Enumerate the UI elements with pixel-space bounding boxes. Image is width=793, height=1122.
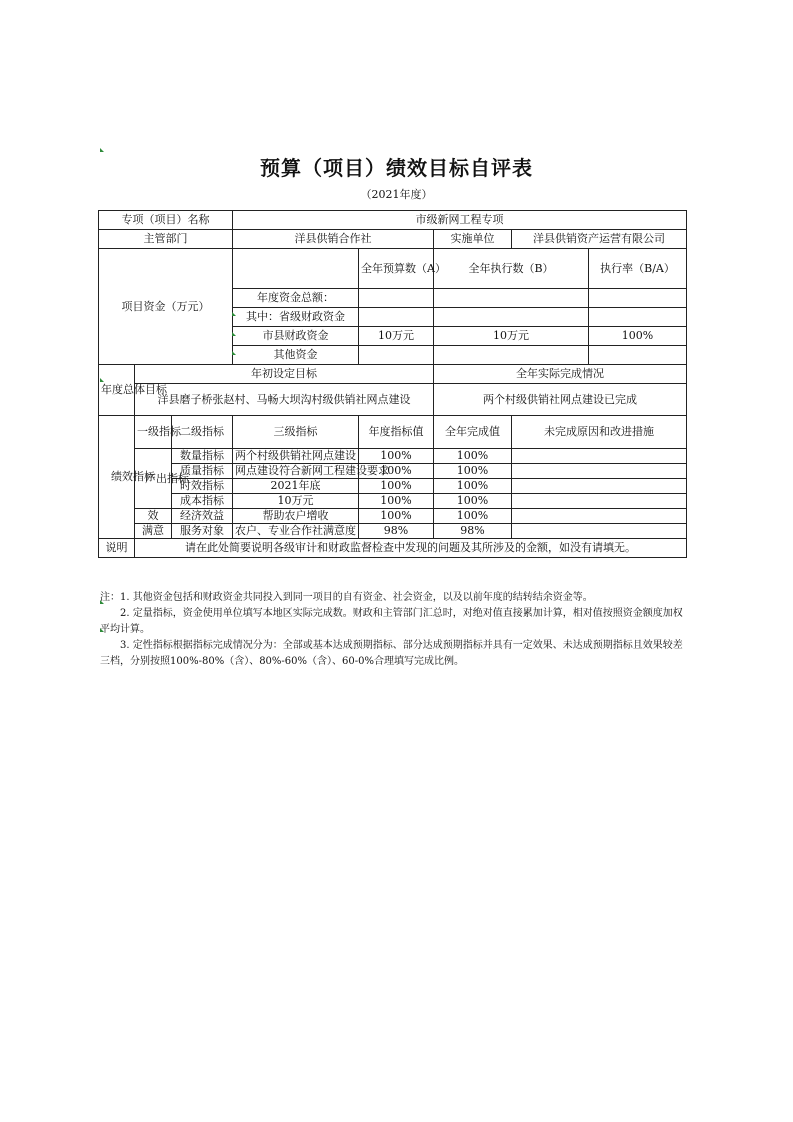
page-title: 预算（项目）绩效目标自评表 (260, 156, 533, 180)
dept-value: 洋县供销合作社 (233, 230, 434, 249)
funds-row-rate (589, 346, 687, 365)
perf-l2: 服务对象 (172, 524, 233, 539)
funds-row-rate: 100% (589, 327, 687, 346)
dept-label: 主管部门 (99, 230, 233, 249)
funds-row-b (434, 289, 589, 308)
perf-reason (512, 494, 687, 509)
planned-goal-header: 年初设定目标 (135, 365, 434, 384)
perf-l3: 2021年底 (233, 479, 359, 494)
impl-unit-label: 实施单位 (434, 230, 512, 249)
note-3: 3. 定性指标根据指标完成情况分为：全部或基本达成预期指标、部分达成预期指标并具有一定效果、未达成预期指标且效果较差三档，分别按照100%-80%（含）、80%-60%（含）、60-0%合理填写完成比例。 (100, 640, 683, 667)
perf-l2: 数量指标 (172, 449, 233, 464)
perf-actual: 100% (434, 479, 512, 494)
perf-l2: 经济效益 (172, 509, 233, 524)
funds-row-a (359, 346, 434, 365)
funds-row-b (434, 308, 589, 327)
self-evaluation-table (98, 210, 687, 558)
funds-row-label: 年度资金总额： (233, 289, 359, 308)
actual-goal-text: 两个村级供销社网点建设已完成 (434, 384, 687, 416)
perf-header-actual: 全年完成值 (434, 416, 512, 449)
funds-header-a: 全年预算数（A） (359, 249, 434, 289)
output-indicator-label: 产出指标 (135, 449, 172, 509)
perf-target: 100% (359, 509, 434, 524)
perf-l2: 时效指标 (172, 479, 233, 494)
funds-row-a (359, 308, 434, 327)
fiscal-year: （2021年度） (360, 188, 433, 201)
perf-target: 100% (359, 449, 434, 464)
project-row (99, 211, 687, 230)
notes (100, 590, 685, 670)
actual-goal-header: 全年实际完成情况 (434, 365, 687, 384)
perf-actual: 100% (434, 494, 512, 509)
perf-l3: 10万元 (233, 494, 359, 509)
explain-text: 请在此处简要说明各级审计和财政监督检查中发现的问题及其所涉及的金额，如没有请填无。 (135, 539, 687, 558)
perf-reason (512, 464, 687, 479)
satisfaction-indicator-label: 满意 (135, 524, 172, 539)
perf-reason (512, 509, 687, 524)
effect-indicator-label: 效 (135, 509, 172, 524)
planned-goal-text: 洋县磨子桥张赵村、马畅大坝沟村级供销社网点建设 (135, 384, 434, 416)
perf-row (99, 494, 687, 509)
perf-header-row (99, 416, 687, 449)
perf-actual: 100% (434, 464, 512, 479)
project-name-value: 市级新网工程专项 (233, 211, 687, 230)
perf-l2: 质量指标 (172, 464, 233, 479)
perf-l3: 两个村级供销社网点建设 (233, 449, 359, 464)
note-2: 2. 定量指标，资金使用单位填写本地区实际完成数。财政和主管部门汇总时，对绝对值直接累加计算，相对值按照资金额度加权平均计算。 (100, 608, 683, 635)
funds-header-row (99, 249, 687, 289)
funds-row-rate (589, 289, 687, 308)
cell-marker (232, 312, 236, 316)
funds-row-rate (589, 308, 687, 327)
cell-marker (232, 351, 236, 355)
perf-row (99, 524, 687, 539)
perf-actual: 98% (434, 524, 512, 539)
perf-header-target: 年度指标值 (359, 416, 434, 449)
funds-row-b (434, 346, 589, 365)
funds-row-label: 其中：省级财政资金 (233, 308, 359, 327)
note-1: 注：1. 其他资金包括和财政资金共同投入到同一项目的自有资金、社会资金，以及以前年度的结转结余资金等。 (100, 592, 593, 603)
funds-label: 项目资金（万元） (99, 249, 233, 365)
goals-header-row (99, 365, 687, 384)
perf-header-reason: 未完成原因和改进措施 (512, 416, 687, 449)
explain-row (99, 539, 687, 558)
funds-row-label: 其他资金 (233, 346, 359, 365)
cell-marker (100, 378, 104, 382)
impl-unit-value: 洋县供销资产运营有限公司 (512, 230, 687, 249)
goals-row (99, 384, 687, 416)
perf-reason (512, 524, 687, 539)
perf-l3: 网点建设符合新网工程建设要求 (233, 464, 359, 479)
funds-header-rate: 执行率（B/A） (589, 249, 687, 289)
project-name-label: 专项（项目）名称 (99, 211, 233, 230)
perf-target: 100% (359, 494, 434, 509)
perf-header-l3: 三级指标 (233, 416, 359, 449)
perf-header-l2: 二级指标 (172, 416, 233, 449)
funds-blank-cell (233, 249, 359, 289)
perf-row (99, 464, 687, 479)
perf-l3: 帮助农户增收 (233, 509, 359, 524)
perf-l3: 农户、专业合作社满意度 (233, 524, 359, 539)
perf-actual: 100% (434, 449, 512, 464)
perf-target: 98% (359, 524, 434, 539)
funds-header-b: 全年执行数（B） (434, 249, 589, 289)
perf-label: 绩效指标 (99, 416, 135, 539)
funds-row-label: 市县财政资金 (233, 327, 359, 346)
perf-row (99, 449, 687, 464)
perf-target: 100% (359, 479, 434, 494)
explain-label: 说明 (99, 539, 135, 558)
funds-row-a (359, 289, 434, 308)
funds-row-b: 10万元 (434, 327, 589, 346)
perf-reason (512, 479, 687, 494)
perf-header-l1: 一级指标 (135, 416, 172, 449)
perf-l2: 成本指标 (172, 494, 233, 509)
cell-marker (232, 332, 236, 336)
perf-row (99, 509, 687, 524)
perf-reason (512, 449, 687, 464)
perf-target: 100% (359, 464, 434, 479)
perf-actual: 100% (434, 509, 512, 524)
perf-row (99, 479, 687, 494)
dept-row (99, 230, 687, 249)
annual-goal-label: 年度总体目标 (99, 365, 135, 416)
funds-row-a: 10万元 (359, 327, 434, 346)
